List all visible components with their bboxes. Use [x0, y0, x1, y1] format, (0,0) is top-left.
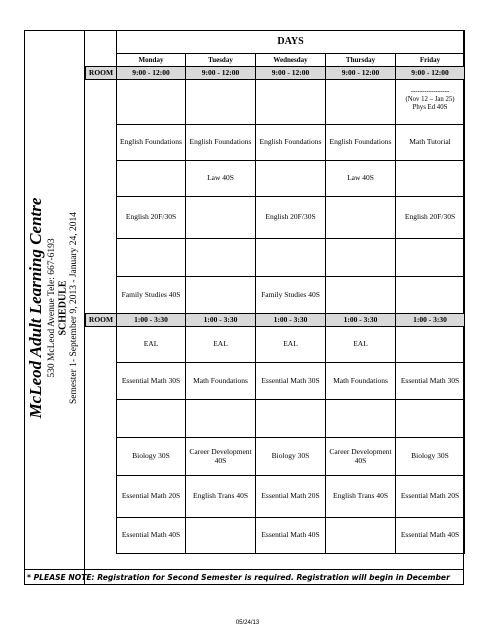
course-cell: EAL — [326, 327, 396, 363]
day-wednesday: Wednesday — [256, 54, 326, 67]
corner-cell — [86, 31, 117, 54]
course-cell: English 20F/30S — [117, 197, 186, 239]
course-cell — [256, 161, 326, 197]
spacer-cell — [86, 277, 117, 314]
course-row — [86, 400, 465, 438]
time-cell: 9:00 - 12:00 — [186, 67, 256, 80]
course-row — [86, 239, 465, 277]
course-cell: Essential Math 30S — [256, 363, 326, 400]
day-friday: Friday — [396, 54, 465, 67]
course-cell: Essential Math 30S — [396, 363, 465, 400]
spacer-cell — [86, 80, 117, 125]
time-cell: 9:00 - 12:00 — [256, 67, 326, 80]
note-dashes: ----------------- — [410, 88, 450, 95]
course-cell — [396, 400, 465, 438]
spacer-cell — [86, 197, 117, 239]
course-row — [86, 125, 465, 161]
course-cell — [396, 239, 465, 277]
schedule-cell — [256, 80, 326, 125]
course-cell — [117, 239, 186, 277]
course-cell: Essential Math 40S — [396, 518, 465, 554]
note-course: Phys Ed 40S — [412, 103, 448, 111]
course-cell: EAL — [186, 327, 256, 363]
course-cell — [396, 327, 465, 363]
course-cell — [186, 197, 256, 239]
friday-note-cell — [396, 80, 465, 125]
course-cell: English 20F/30S — [256, 197, 326, 239]
course-cell: Math Foundations — [186, 363, 256, 400]
course-cell: Career Development 40S — [186, 438, 256, 476]
note-dates: (Nov 12 – Jan 25) — [405, 95, 455, 103]
course-cell: Law 40S — [326, 161, 396, 197]
course-cell: Biology 30S — [117, 438, 186, 476]
course-cell — [186, 400, 256, 438]
day-tuesday: Tuesday — [186, 54, 256, 67]
sidebar — [24, 30, 85, 585]
course-cell — [186, 277, 256, 314]
days-header: DAYS — [117, 31, 465, 54]
course-cell: Career Development 40S — [326, 438, 396, 476]
course-cell: Biology 30S — [256, 438, 326, 476]
course-cell: Law 40S — [186, 161, 256, 197]
time-cell: 9:00 - 12:00 — [117, 67, 186, 80]
course-cell: English Foundations — [326, 125, 396, 161]
time-cell: 1:00 - 3:30 — [117, 314, 186, 327]
spacer-cell — [86, 476, 117, 518]
course-cell — [117, 400, 186, 438]
corner-cell — [86, 54, 117, 67]
schedule-label: SCHEDULE — [57, 279, 69, 336]
course-cell: Essential Math 40S — [117, 518, 186, 554]
morning-room-row — [86, 67, 465, 80]
course-cell: Essential Math 40S — [256, 518, 326, 554]
course-cell: EAL — [256, 327, 326, 363]
course-cell — [326, 400, 396, 438]
schedule-cell — [117, 80, 186, 125]
page-date: 05/24/13 — [235, 620, 260, 626]
time-cell: 9:00 - 12:00 — [326, 67, 396, 80]
course-row — [86, 161, 465, 197]
course-cell: Essential Math 20S — [396, 476, 465, 518]
afternoon-room-row — [86, 314, 465, 327]
course-row — [86, 518, 465, 554]
course-cell: Family Studies 40S — [256, 277, 326, 314]
course-row — [86, 438, 465, 476]
course-cell: Math Tutorial — [396, 125, 465, 161]
days-header-row — [86, 31, 465, 54]
course-row — [86, 327, 465, 363]
room-label: ROOM — [86, 314, 117, 327]
schedule-cell — [186, 80, 256, 125]
course-cell — [117, 161, 186, 197]
course-cell — [256, 400, 326, 438]
course-row — [86, 277, 465, 314]
time-cell: 1:00 - 3:30 — [256, 314, 326, 327]
schedule-table — [85, 30, 465, 554]
course-cell: Math Foundations — [326, 363, 396, 400]
course-cell: EAL — [117, 327, 186, 363]
note-row — [86, 80, 465, 125]
course-cell — [326, 239, 396, 277]
course-row — [86, 476, 465, 518]
course-cell: Essential Math 20S — [117, 476, 186, 518]
course-cell — [256, 239, 326, 277]
course-cell — [396, 161, 465, 197]
time-cell: 1:00 - 3:30 — [326, 314, 396, 327]
course-cell: English Foundations — [256, 125, 326, 161]
spacer-cell — [86, 438, 117, 476]
spacer-cell — [86, 239, 117, 277]
time-cell: 1:00 - 3:30 — [186, 314, 256, 327]
semester-dates: Semester 1- September 9, 2013 - January 24, 2014 — [69, 211, 79, 404]
spacer-cell — [86, 400, 117, 438]
day-thursday: Thursday — [326, 54, 396, 67]
course-row — [86, 197, 465, 239]
room-label: ROOM — [86, 67, 117, 80]
course-cell: English Trans 40S — [326, 476, 396, 518]
day-monday: Monday — [117, 54, 186, 67]
spacer-cell — [86, 518, 117, 554]
centre-address: 530 McLeod Avenue Tele: 667-6193 — [47, 237, 57, 378]
course-cell: Biology 30S — [396, 438, 465, 476]
time-cell: 9:00 - 12:00 — [396, 67, 465, 80]
course-cell — [396, 277, 465, 314]
day-names-row — [86, 54, 465, 67]
course-row — [86, 363, 465, 400]
spacer-cell — [86, 161, 117, 197]
time-cell: 1:00 - 3:30 — [396, 314, 465, 327]
course-cell: English 20F/30S — [396, 197, 465, 239]
course-cell: Essential Math 30S — [117, 363, 186, 400]
course-cell — [326, 277, 396, 314]
spacer-cell — [86, 363, 117, 400]
course-cell: English Foundations — [186, 125, 256, 161]
centre-title: McLeod Adult Learning Centre — [26, 197, 45, 418]
spacer-cell — [86, 125, 117, 161]
course-cell: English Trans 40S — [186, 476, 256, 518]
course-cell: English Foundations — [117, 125, 186, 161]
course-cell — [326, 518, 396, 554]
course-cell: Essential Math 20S — [256, 476, 326, 518]
schedule-cell — [326, 80, 396, 125]
course-cell — [186, 518, 256, 554]
course-cell — [326, 197, 396, 239]
spacer-cell — [86, 327, 117, 363]
course-cell — [186, 239, 256, 277]
registration-note: * PLEASE NOTE: Registration for Second Semester is required. Registration will begin in December — [24, 569, 464, 585]
course-cell: Family Studies 40S — [117, 277, 186, 314]
